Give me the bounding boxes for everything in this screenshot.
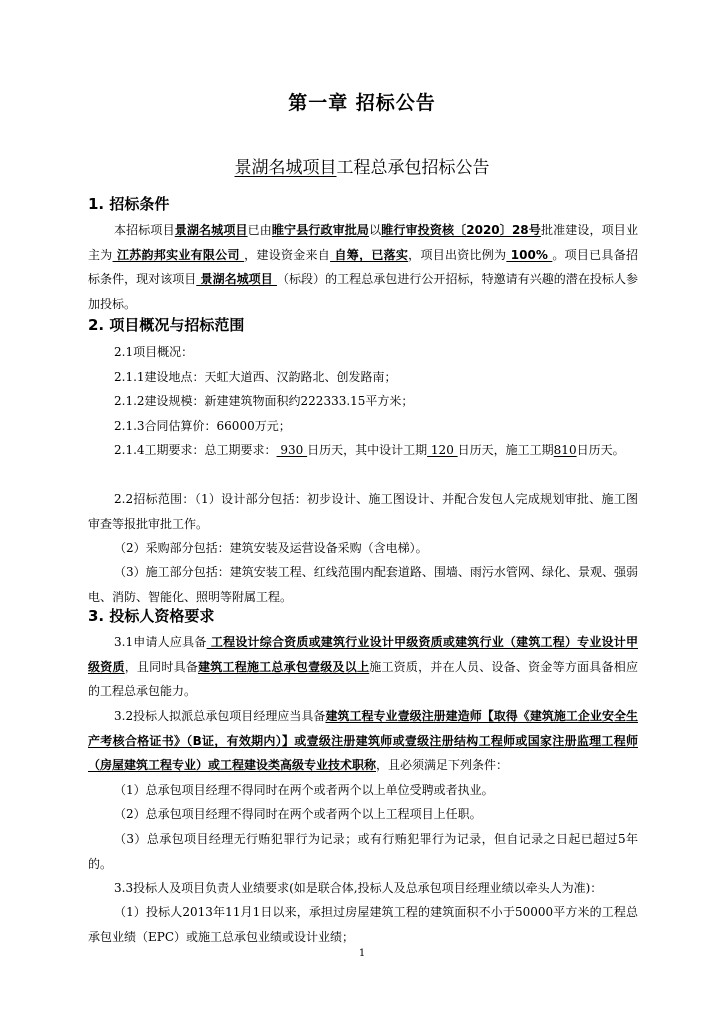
construction-qualification: 建筑工程施工总承包壹级及以上 — [198, 659, 370, 674]
design-qualification: 工程设计综合资质或建筑行业设计甲级资质或建筑行业（建筑工程）专业设计甲级资质 — [88, 635, 638, 674]
text-run: ，且必须满足下列条件： — [376, 758, 509, 772]
text-run: 批准建设，项目业主为 — [88, 223, 638, 262]
contract-estimate: 2.1.3合同估算价：66000万元； — [114, 419, 291, 433]
text-run: 日历天，其中设计工期 — [307, 443, 428, 457]
text-run: 已由 — [247, 223, 272, 237]
project-name: 景湖名城项目 — [174, 223, 248, 237]
section-3-heading: 3. 投标人资格要求 — [88, 607, 215, 625]
chapter-title: 第一章 招标公告 — [288, 92, 436, 114]
section-1-paragraph — [88, 218, 638, 316]
funding-ratio: 100% — [506, 247, 553, 262]
section-1-heading: 1. 招标条件 — [88, 195, 170, 213]
text-run: ，建设资金来自 — [244, 247, 331, 262]
approver-name: 睢宁县行政审批局 — [271, 223, 370, 237]
approval-document: 睢行审投资核〔2020〕28号 — [381, 223, 541, 237]
schedule-requirement — [88, 438, 638, 463]
overview-label: 2.1项目概况： — [114, 345, 194, 359]
text-run: 3.1申请人应具备 — [114, 635, 207, 649]
text-run: 施工资质，并在人员、设备、资金等方面具备相应的工程总承包能力。 — [88, 659, 638, 698]
text-run: 本招标项目 — [114, 223, 175, 237]
text-run: 。项目已具备招标条件，现对该项目 — [88, 247, 638, 286]
section-2-heading: 2. 项目概况与招标范围 — [88, 316, 245, 334]
funding-source: 自筹，已落实 — [330, 247, 409, 262]
text-run: 日历天，施工工期 — [457, 443, 554, 457]
procurement-scope: （2）采购部分包括：建筑安装及运营设备采购（含电梯）。 — [114, 541, 428, 555]
page-number: 1 — [358, 948, 366, 959]
text-run: ，且同时具备 — [124, 659, 199, 674]
text-run: 日历天。 — [576, 443, 625, 457]
document-title-rest: 工程总承包招标公告 — [336, 158, 490, 178]
construction-site: 2.1.1建设地点：天虹大道西、汉韵路北、创发路南； — [114, 370, 397, 384]
condition-3: （3）总承包项目经理无行贿犯罪行为记录；或有行贿犯罪行为记录，但自记录之日起已超过5年的。 — [88, 832, 638, 871]
qualification-requirement — [88, 630, 638, 704]
text-run: ，项目出资比例为 — [408, 247, 507, 262]
construction-scale: 2.1.2建设规模：新建建筑物面积约222333.15平方米； — [114, 394, 414, 408]
text-run: （标段）的工程总承包进行公开招标，特邀请有兴趣的潜在投标人参加投标。 — [88, 272, 638, 311]
text-run: 3.2投标人拟派总承包项目经理应当具备 — [114, 709, 326, 723]
text-run: 以 — [369, 223, 382, 237]
tender-scope: 2.2招标范围：（1）设计部分包括：初步设计、施工图设计、并配合发包人完成规划审批、施工图审查等报批审批工作。 — [88, 492, 638, 531]
design-days: 120 — [427, 443, 458, 457]
performance-requirement: 3.3投标人及项目负责人业绩要求(如是联合体,投标人及总承包项目经理业绩以牵头人为准)： — [114, 881, 603, 895]
project-name-2: 景湖名城项目 — [196, 272, 277, 286]
bidder-performance: （1）投标人2013年11月1日以来，承担过房屋建筑工程的建筑面积不小于50000平方米的工程总承包业绩（EPC）或施工总承包业绩或设计业绩； — [88, 905, 638, 944]
manager-requirement — [88, 704, 638, 778]
document-title-project: 景湖名城项目 — [234, 158, 337, 178]
condition-1: （1）总承包项目经理不得同时在两个或者两个以上单位受聘或者执业。 — [114, 783, 494, 797]
construction-scope: （3）施工部分包括：建筑安装工程、红线范围内配套道路、围墙、雨污水管网、绿化、景观、强弱电、消防、智能化、照明等附属工程。 — [88, 565, 638, 604]
manager-qualification: 建筑工程专业壹级注册建造师【取得《建筑施工企业安全生产考核合格证书》（B证，有效期内）】或壹级注册建筑师或壹级注册结构工程师或国家注册监理工程师（房屋建筑工程专业）或工程建设类高级专业技术职称 — [88, 709, 638, 772]
document-title — [0, 153, 724, 178]
condition-2: （2）总承包项目经理不得同时在两个或者两个以上工程项目上任职。 — [114, 807, 482, 821]
owner-name: 江苏韵邦实业有限公司 — [112, 247, 245, 262]
total-days: 930 — [276, 443, 308, 457]
construction-days: 810 — [553, 443, 577, 457]
text-run: 2.1.4工期要求：总工期要求： — [114, 443, 277, 457]
